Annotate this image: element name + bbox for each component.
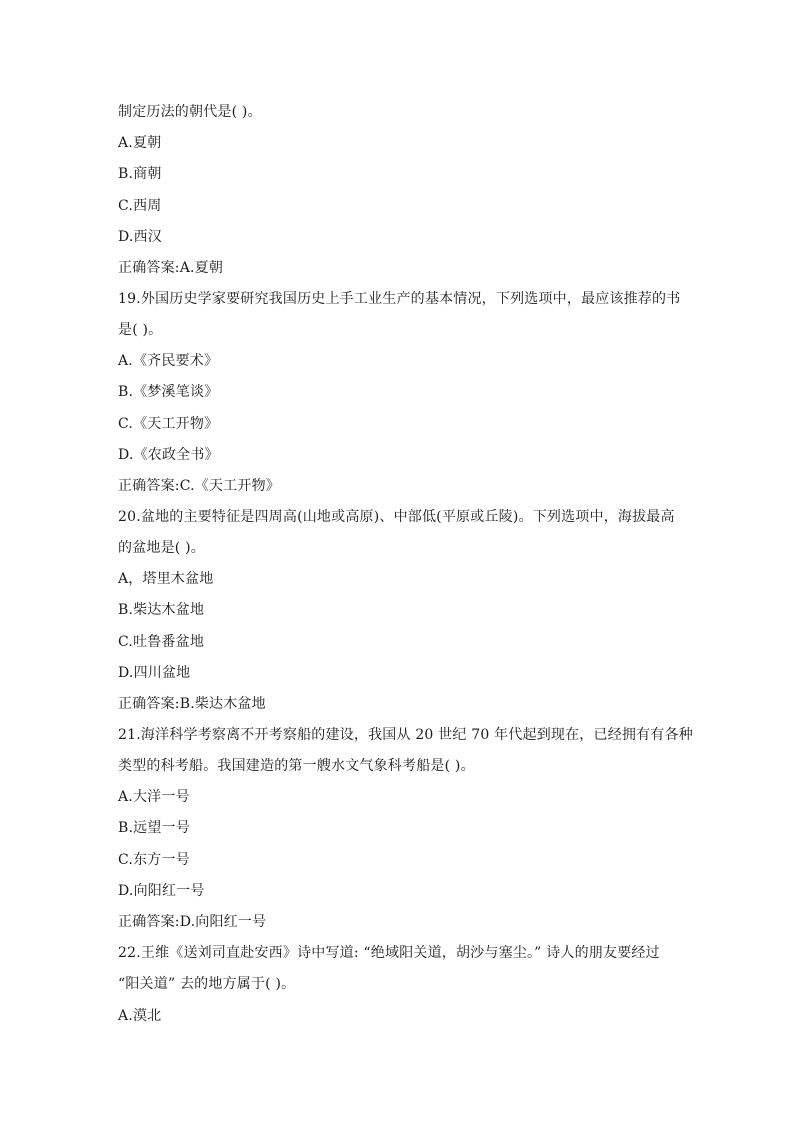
text-line: D.四川盆地 — [118, 665, 191, 681]
text-line: 正确答案:D.向阳红一号 — [118, 914, 267, 930]
text-line: A.《齐民要术》 — [118, 353, 219, 369]
text-line: 的盆地是( )。 — [118, 540, 205, 556]
text-line: 19.外国历史学家要研究我国历史上手工业生产的基本情况，下列选项中，最应该推荐的书 — [118, 291, 681, 307]
text-line: C.东方一号 — [118, 852, 190, 868]
text-line: 是( )。 — [118, 322, 163, 338]
text-line: 类型的科考船。我国建造的第一艘水文气象科考船是( )。 — [118, 758, 475, 774]
text-line: 正确答案:A.夏朝 — [118, 260, 224, 276]
text-line: A，塔里木盆地 — [118, 571, 214, 587]
text-line: B.远望一号 — [118, 820, 190, 836]
text-line: A.夏朝 — [118, 135, 162, 151]
text-line: D.《农政全书》 — [118, 447, 219, 463]
text-line: A.漠北 — [118, 1008, 162, 1024]
text-line: 22.王维《送刘司直赴安西》诗中写道: “绝域阳关道，胡沙与塞尘。” 诗人的朋友要经过 — [118, 945, 660, 961]
text-line: 20.盆地的主要特征是四周高(山地或高原)、中部低(平原或丘陵)。下列选项中，海拔最高 — [118, 509, 675, 525]
text-line: B.商朝 — [118, 166, 162, 182]
text-line: B.柴达木盆地 — [118, 602, 205, 618]
text-line: “阳关道” 去的地方属于( )。 — [118, 976, 296, 992]
text-line: A.大洋一号 — [118, 789, 190, 805]
text-line: D.向阳红一号 — [118, 883, 205, 899]
text-line: C.《天工开物》 — [118, 416, 219, 432]
text-line: C.西周 — [118, 198, 162, 214]
text-line: C.吐鲁番盆地 — [118, 634, 205, 650]
text-line: 正确答案:B.柴达木盆地 — [118, 696, 266, 712]
text-line: B.《梦溪笔谈》 — [118, 384, 219, 400]
text-line: 正确答案:C.《天工开物》 — [118, 478, 280, 494]
text-line: D.西汉 — [118, 229, 162, 245]
text-line: 制定历法的朝代是( )。 — [118, 104, 262, 120]
text-line: 21.海洋科学考察离不开考察船的建设，我国从 20 世纪 70 年代起到现在，已经拥有有各种 — [118, 727, 693, 743]
